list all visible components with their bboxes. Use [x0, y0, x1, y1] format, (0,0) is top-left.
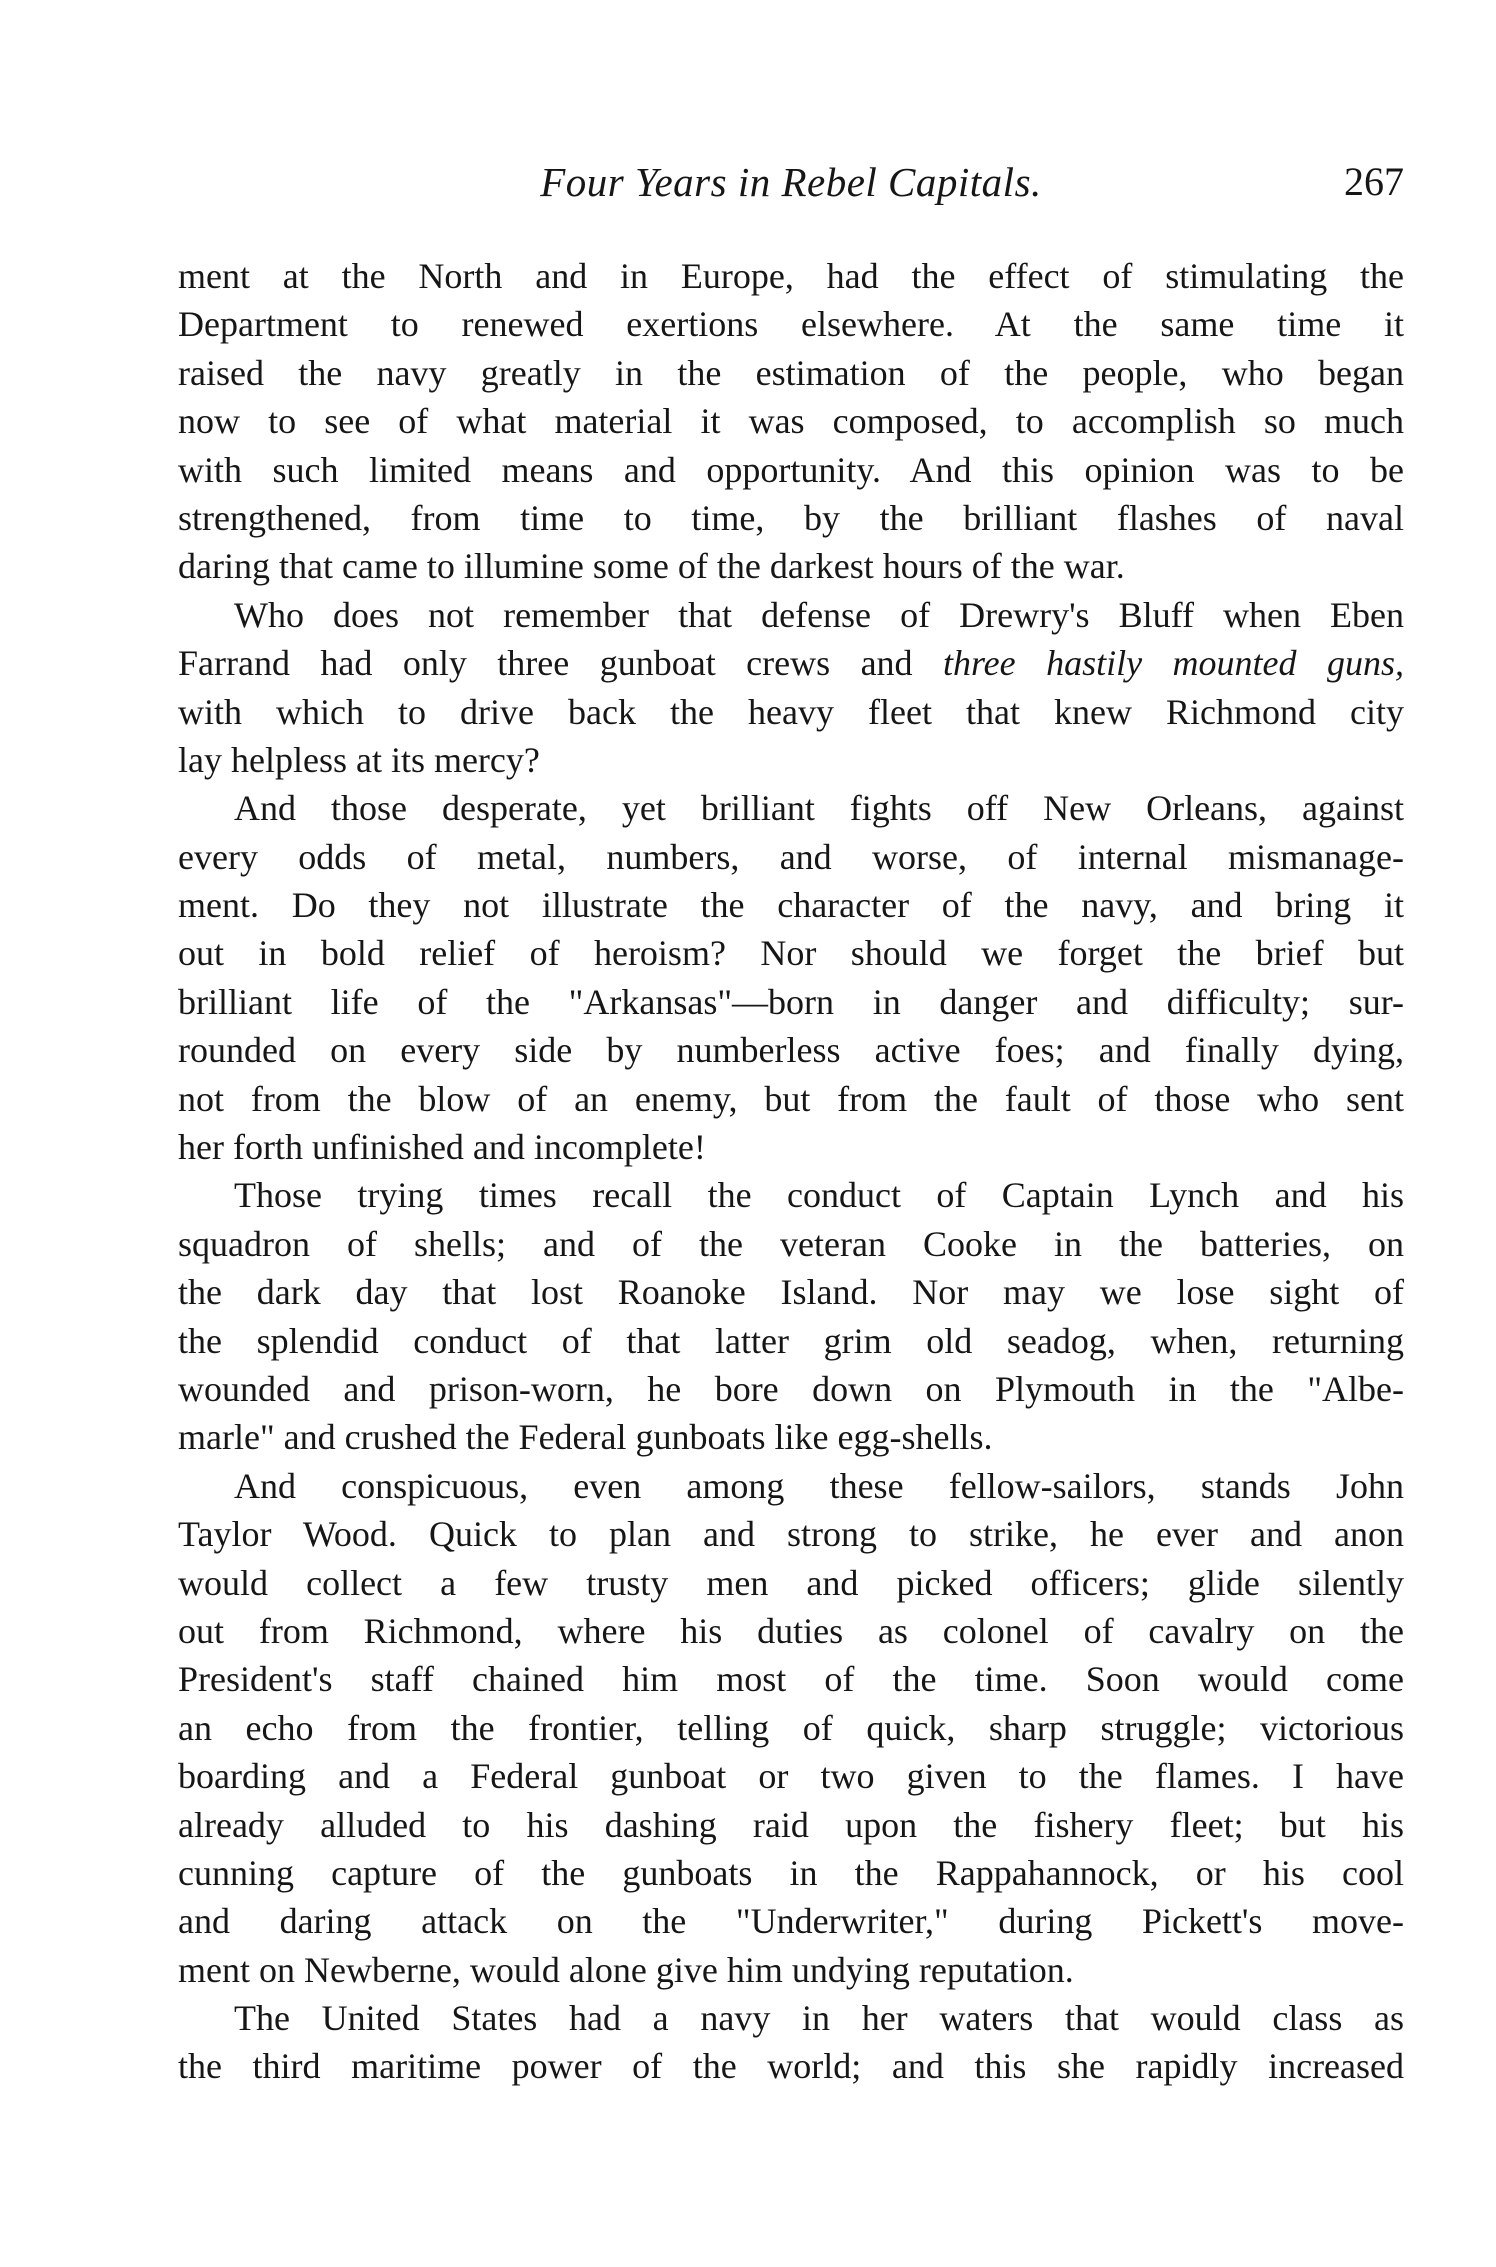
- text-line: Who does not remember that defense of Drewry's Bluff when Eben: [234, 594, 1404, 635]
- text-line: the third maritime power of the world; and this she rapidly increased: [178, 2046, 1404, 2087]
- running-title: Four Years in Rebel Capitals.: [540, 159, 1042, 205]
- text-line: ment on Newberne, would alone give him undying reputation.: [178, 1949, 1074, 1990]
- text-line: cunning capture of the gunboats in the Rappahannock, or his cool: [178, 1852, 1404, 1893]
- text-line: brilliant life of the "Arkansas"—born in danger and difficulty; sur-: [178, 981, 1404, 1022]
- text-line: Taylor Wood. Quick to plan and strong to strike, he ever and anon: [178, 1514, 1404, 1555]
- page-number: 267: [1344, 159, 1404, 204]
- text-line: not from the blow of an enemy, but from the fault of those who sent: [178, 1078, 1404, 1119]
- text-line: marle" and crushed the Federal gunboats like egg-shells.: [178, 1417, 993, 1458]
- text-line: already alluded to his dashing raid upon the fishery fleet; but his: [178, 1804, 1404, 1845]
- paragraph: [178, 784, 1404, 1171]
- text-line: with which to drive back the heavy fleet that knew Richmond city: [178, 691, 1404, 732]
- text-line: strengthened, from time to time, by the brilliant flashes of naval: [178, 497, 1404, 538]
- text-line: President's staff chained him most of the time. Soon would come: [178, 1659, 1404, 1700]
- text-line: squadron of shells; and of the veteran Cooke in the batteries, on: [178, 1223, 1404, 1264]
- text-line: out in bold relief of heroism? Nor should we forget the brief but: [178, 933, 1404, 974]
- text-line: And conspicuous, even among these fellow-sailors, stands John: [234, 1465, 1404, 1506]
- text-line: and daring attack on the "Underwriter," during Pickett's move-: [178, 1901, 1404, 1942]
- text-line: wounded and prison-worn, he bore down on Plymouth in the "Albe-: [178, 1368, 1404, 1409]
- text-line: boarding and a Federal gunboat or two given to the flames. I have: [178, 1756, 1404, 1797]
- text-line: ment at the North and in Europe, had the effect of stimulating the: [178, 256, 1404, 296]
- text-line: lay helpless at its mercy?: [178, 739, 540, 780]
- text-line: rounded on every side by numberless active foes; and finally dying,: [178, 1030, 1404, 1071]
- text-line: daring that came to illumine some of the darkest hours of the war.: [178, 546, 1125, 587]
- text-line: would collect a few trusty men and picked officers; glide silently: [178, 1562, 1404, 1603]
- text-line: Farrand had only three gunboat crews and three hastily mounted guns,: [178, 643, 1404, 684]
- text-line: out from Richmond, where his duties as colonel of cavalry on the: [178, 1610, 1404, 1651]
- text-line: with such limited means and opportunity. And this opinion was to be: [178, 449, 1404, 490]
- text-line: And those desperate, yet brilliant fights off New Orleans, against: [234, 788, 1404, 829]
- paragraph: [178, 252, 1404, 591]
- running-head: [178, 152, 1404, 212]
- text-line: Department to renewed exertions elsewhere. At the same time it: [178, 304, 1404, 345]
- text-line: the dark day that lost Roanoke Island. Nor may we lose sight of: [178, 1272, 1404, 1313]
- text-line: ment. Do they not illustrate the character of the navy, and bring it: [178, 885, 1404, 926]
- paragraph: [178, 591, 1404, 785]
- paragraph: [178, 1994, 1404, 2091]
- text-line: now to see of what material it was composed, to accomplish so much: [178, 401, 1404, 442]
- text-line: her forth unfinished and incomplete!: [178, 1127, 706, 1168]
- paragraph: [178, 1462, 1404, 1994]
- paragraph: [178, 1171, 1404, 1461]
- body-text: [178, 252, 1404, 2091]
- text-line: The United States had a navy in her waters that would class as: [234, 1998, 1404, 2039]
- text-line: every odds of metal, numbers, and worse, of internal mismanage-: [178, 836, 1404, 877]
- text-line: the splendid conduct of that latter grim old seadog, when, returning: [178, 1320, 1404, 1361]
- text-line: an echo from the frontier, telling of quick, sharp struggle; victorious: [178, 1707, 1404, 1748]
- text-line: raised the navy greatly in the estimation of the people, who began: [178, 352, 1404, 393]
- text-line: Those trying times recall the conduct of Captain Lynch and his: [234, 1175, 1404, 1216]
